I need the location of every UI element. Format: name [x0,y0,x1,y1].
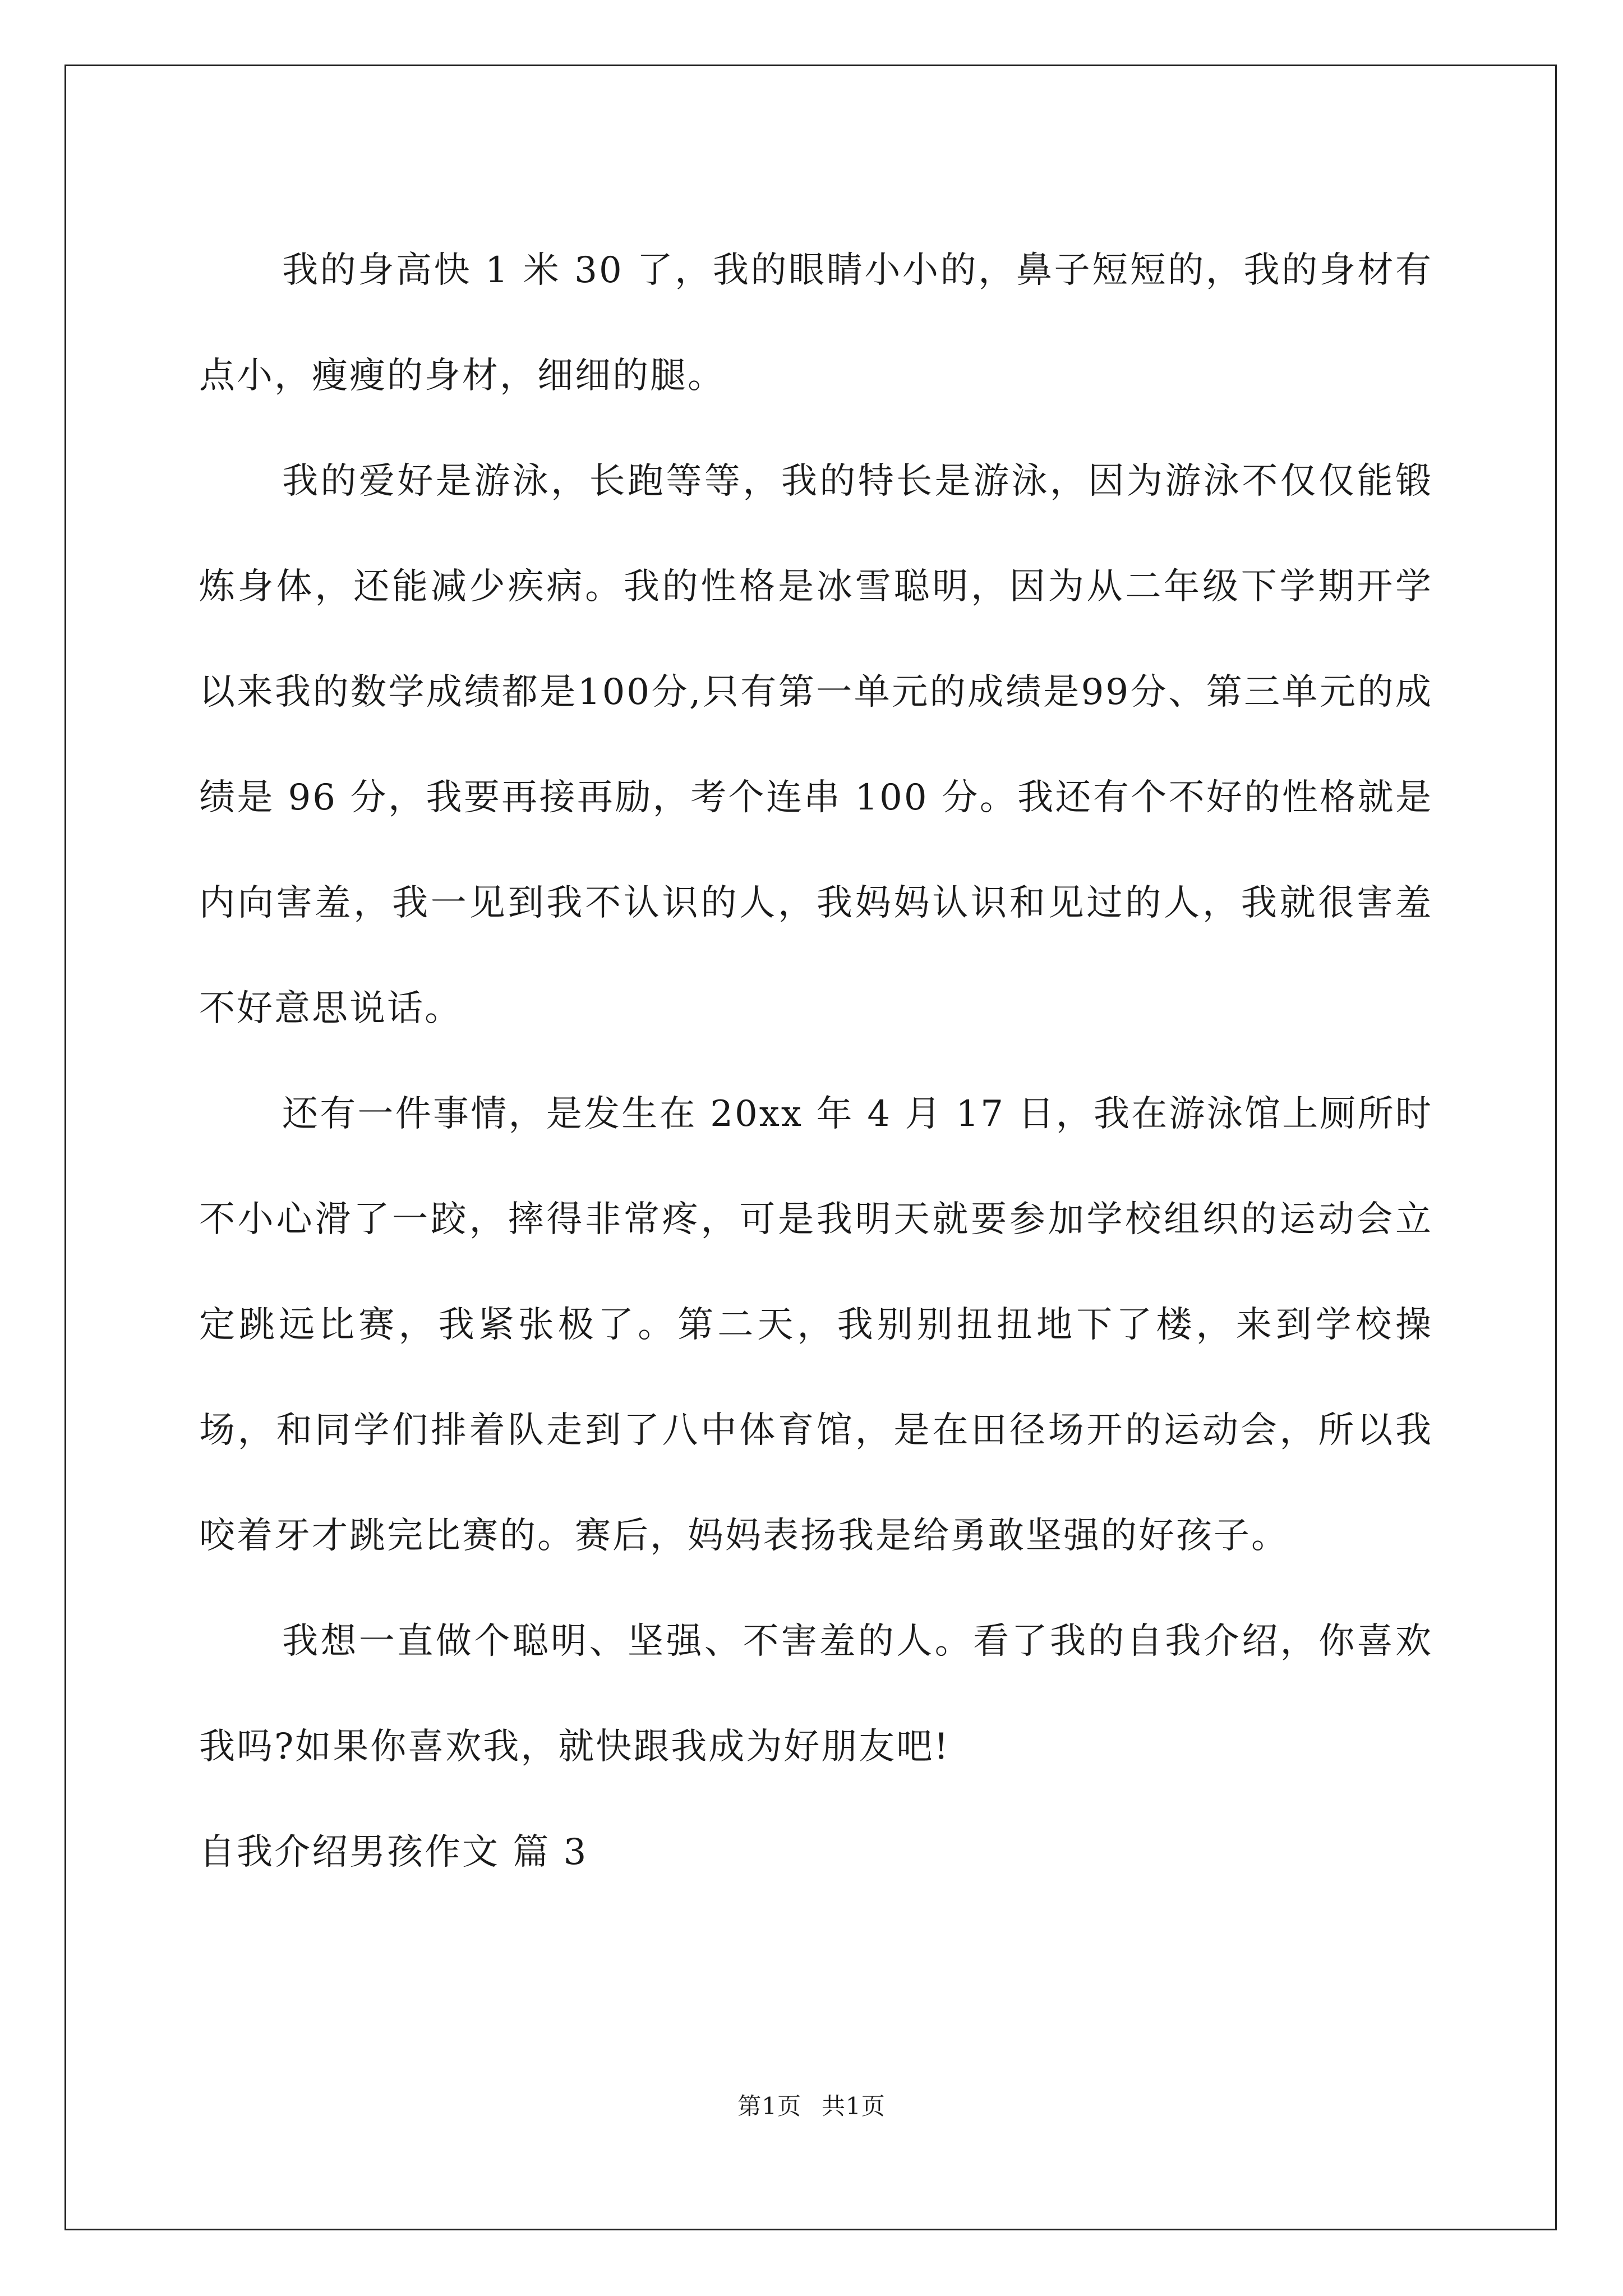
page-number-total: 共1页 [822,2092,886,2120]
paragraph-event: 还有一件事情，是发生在 20xx 年 4 月 17 日，我在游泳馆上厕所时不小心滑了一跤，摔得非常疼，可是我明天就要参加学校组织的运动会立定跳远比赛，我紧张极了。第二天，我别别扭扭地下了楼，来到学校操场，和同学们排着队走到了八中体育馆，是在田径场开的运动会，所以我咬着牙才跳完比赛的。赛后，妈妈表扬我是给勇敢坚强的好孩子。 [199,1093,1433,1557]
section-heading: 自我介绍男孩作文 篇 3 [199,1832,588,1873]
paragraph-closing: 我想一直做个聪明、坚强、不害羞的人。看了我的自我介绍，你喜欢我吗?如果你喜欢我，就快跟我成为好朋友吧! [199,1621,1433,1768]
paragraph-hobbies: 我的爱好是游泳，长跑等等，我的特长是游泳，因为游泳不仅仅能锻炼身体，还能减少疾病。我的性格是冰雪聪明，因为从二年级下学期开学以来我的数学成绩都是100分,只有第一单元的成绩是99分、第三单元的成绩是 96 分，我要再接再励，考个连串 100 分。我还有个不好的性格就是内向害羞，我一见到我不认识的人，我妈妈认识和见过的人，我就很害羞不好意思说话。 [199,461,1433,1029]
paragraph-appearance: 我的身高快 1 米 30 了，我的眼睛小小的，鼻子短短的，我的身材有点小，瘦瘦的身材，细细的腿。 [199,250,1433,397]
document-body [199,218,1433,1905]
page-number-current: 第1页 [737,2092,801,2120]
page-footer [0,2090,1623,2123]
